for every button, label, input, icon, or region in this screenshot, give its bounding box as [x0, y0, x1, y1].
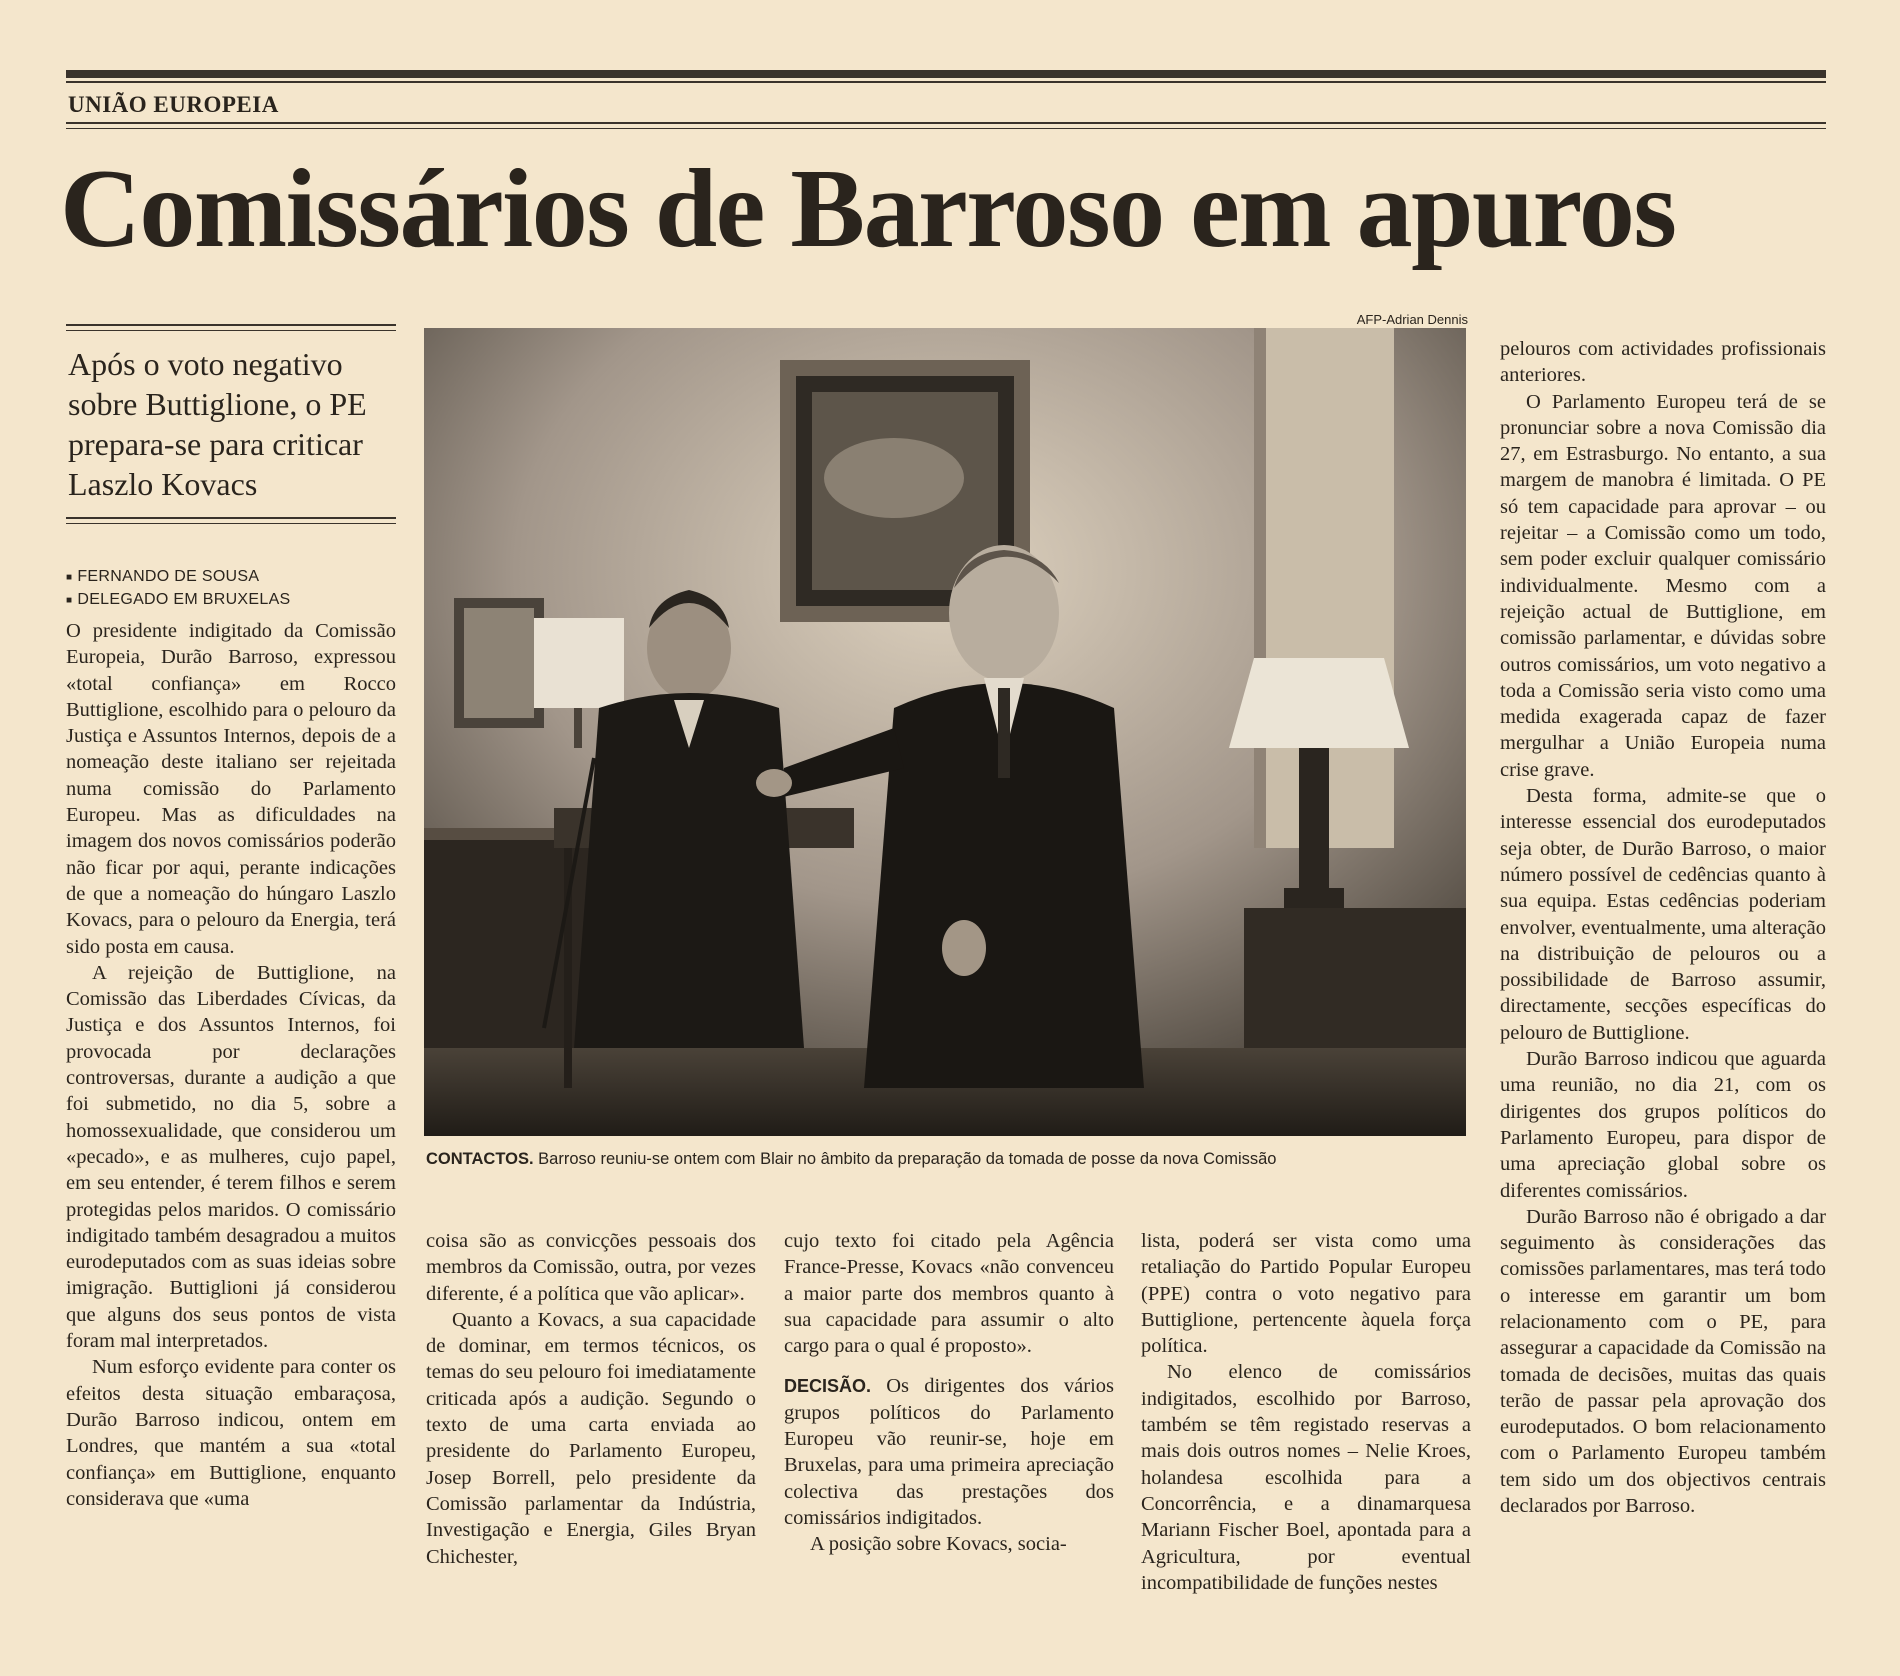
photo-caption [426, 1150, 1466, 1169]
caption-lead: CONTACTOS. [426, 1150, 534, 1168]
paragraph: O presidente indigitado da Comissão Europeia, Durão Barroso, expressou «total confiança» em Rocco Buttiglione, escolhido para o pelouro da Justiça e Assuntos Internos, depois de a nomeação deste italiano ser rejeitada numa comissão do Parlamento Europeu. Mas as dificuldades na imagem dos novos comissários poderão não ficar por aqui, perante indicações de que a nomeação do húngaro Laszlo Kovacs, para o pelouro da Energia, terá sido posta em causa. [66, 620, 396, 958]
paragraph: lista, poderá ser vista como uma retaliação do Partido Popular Europeu (PPE) contra o voto negativo para Buttiglione, pertencente àquela força política. [1141, 1230, 1471, 1358]
paragraph: Desta forma, admite-se que o interesse essencial dos eurodeputados seja obter, de Durão Barroso, o maior número possível de cedências quanto à sua equipa. Estas cedências poderiam envolver, eventualmente, uma alteração na distribuição de pelouros ou a possibilidade de Barroso assumir, directamente, secções específicas do pelouro de Buttiglione. [1500, 785, 1826, 1044]
subhead-lead: DECISÃO. [784, 1376, 872, 1397]
deck-bottom-rule [66, 517, 396, 519]
paragraph: A rejeição de Buttiglione, na Comissão das Liberdades Cívicas, da Justiça e dos Assuntos Internos, foi provocada por declarações controversas, durante a audição a que foi submetido, no dia 5, sobre a homossexualidade, que considerou um «pecado», e as mulheres, cujo papel, em seu entender, é terem filhos e serem protegidas pelos maridos. O comissário indigitado também desagradou a muitos eurodeputados com as suas ideias sobre imigração. Buttiglioni já considerou que alguns dos seus pontos de vista foram mal interpretados. [66, 961, 396, 1353]
paragraph: Num esforço evidente para conter os efeitos desta situação embaraçosa, Durão Barroso indicou, ontem em Londres, que mantém a sua «total confiança» em Buttiglione, enquanto considerava que «uma [66, 1356, 396, 1510]
photo-credit: AFP-Adrian Dennis [1356, 312, 1468, 327]
byline-author: ■ FERNANDO DE SOUSA [66, 566, 396, 589]
paragraph: pelouros com actividades profissionais anteriores. [1500, 338, 1826, 387]
section-rule-2 [66, 128, 1826, 129]
paragraph: No elenco de comissários indigitados, escolhido por Barroso, também se têm registado reservas a mais dois outros nomes – Nelie Kroes, holandesa escolhida para a Concorrência, e a dinamarquesa Mariann Fischer Boel, apontada para a Agricultura, por eventual incompatibilidade de funções nestes [1141, 1361, 1471, 1594]
top-thin-rule [66, 81, 1826, 83]
paragraph: A posição sobre Kovacs, socia- [810, 1533, 1067, 1556]
paragraph: coisa são as convicções pessoais dos membros da Comissão, outra, por vezes diferente, é a política que vão aplicar». [426, 1230, 756, 1305]
photo-illustration [424, 328, 1466, 1136]
article-column-3 [784, 1228, 1114, 1600]
headline: Comissários de Barroso em apuros [60, 147, 1676, 271]
byline-role: ■ DELEGADO EM BRUXELAS [66, 589, 396, 612]
paragraph: O Parlamento Europeu terá de se pronunciar sobre a nova Comissão dia 27, em Estrasburgo. No entanto, a sua margem de manobra é limitada. O PE só tem capacidade para aprovar – ou rejeitar – a Comissão como um todo, sem poder excluir qualquer comissário individualmente. Mesmo com a rejeição actual de Buttiglione, em comissão parlamentar, e dúvidas sobre outros comissários, um voto negativo a toda a Comissão seria visto como uma medida exagerada capaz de fazer mergulhar a União Europeia numa crise grave. [1500, 390, 1826, 781]
section-label: UNIÃO EUROPEIA [68, 92, 279, 117]
section-rule [66, 122, 1826, 124]
paragraph: cujo texto foi citado pela Agência France-Presse, Kovacs «não convenceu a maior parte dos membros quanto à sua capacidade para assumir o alto cargo para o qual é proposto». [784, 1230, 1114, 1358]
paragraph: Durão Barroso não é obrigado a dar seguimento às considerações das comissões parlamentares, mas terá todo o interesse em garantir um bom relacionamento com o PE, para assegurar a capacidade da Comissão na tomada de decisões, muitas das quais terão de passar pela aprovação dos eurodeputados. O bom relacionamento com o Parlamento Europeu também tem sido um dos objectivos centrais declarados por Barroso. [1500, 1205, 1826, 1518]
article-column-5 [1500, 336, 1826, 1600]
article-column-1 [66, 618, 396, 1648]
paragraph [784, 1373, 1114, 1531]
byline [66, 566, 396, 612]
caption-text: Barroso reuniu-se ontem com Blair no âmbito da preparação da tomada de posse da nova Comissão [538, 1150, 1277, 1168]
deck-top-rule [66, 324, 396, 326]
paragraph: Quanto a Kovacs, a sua capacidade de dominar, em termos técnicos, os temas do seu pelouro foi imediatamente criticada após a audição. Segundo o texto de uma carta enviada ao presidente do Parlamento Europeu, Josep Borrell, pelo presidente da Comissão parlamentar da Indústria, Investigação e Energia, Giles Bryan Chichester, [426, 1308, 756, 1568]
deck-bottom-rule-2 [66, 523, 396, 524]
top-thick-rule [66, 70, 1826, 78]
deck-subheadline: Após o voto negativo sobre Buttiglione, o PE prepara-se para criticar Laszlo Kovacs [68, 346, 367, 502]
deck-top-rule-2 [66, 330, 396, 331]
paragraph-text: Os dirigentes dos vários grupos políticos do Parlamento Europeu vão reunir-se, hoje em Bruxelas, para uma primeira apreciação colectiva das prestações dos comissários indigitados. [784, 1375, 1114, 1529]
article-column-2 [426, 1228, 756, 1600]
article-column-4 [1141, 1228, 1471, 1600]
paragraph: Durão Barroso indicou que aguarda uma reunião, no dia 21, com os dirigentes dos grupos políticos do Parlamento Europeu, para dispor de uma apreciação global sobre os diferentes comissários. [1500, 1048, 1826, 1202]
news-photo [424, 328, 1466, 1136]
